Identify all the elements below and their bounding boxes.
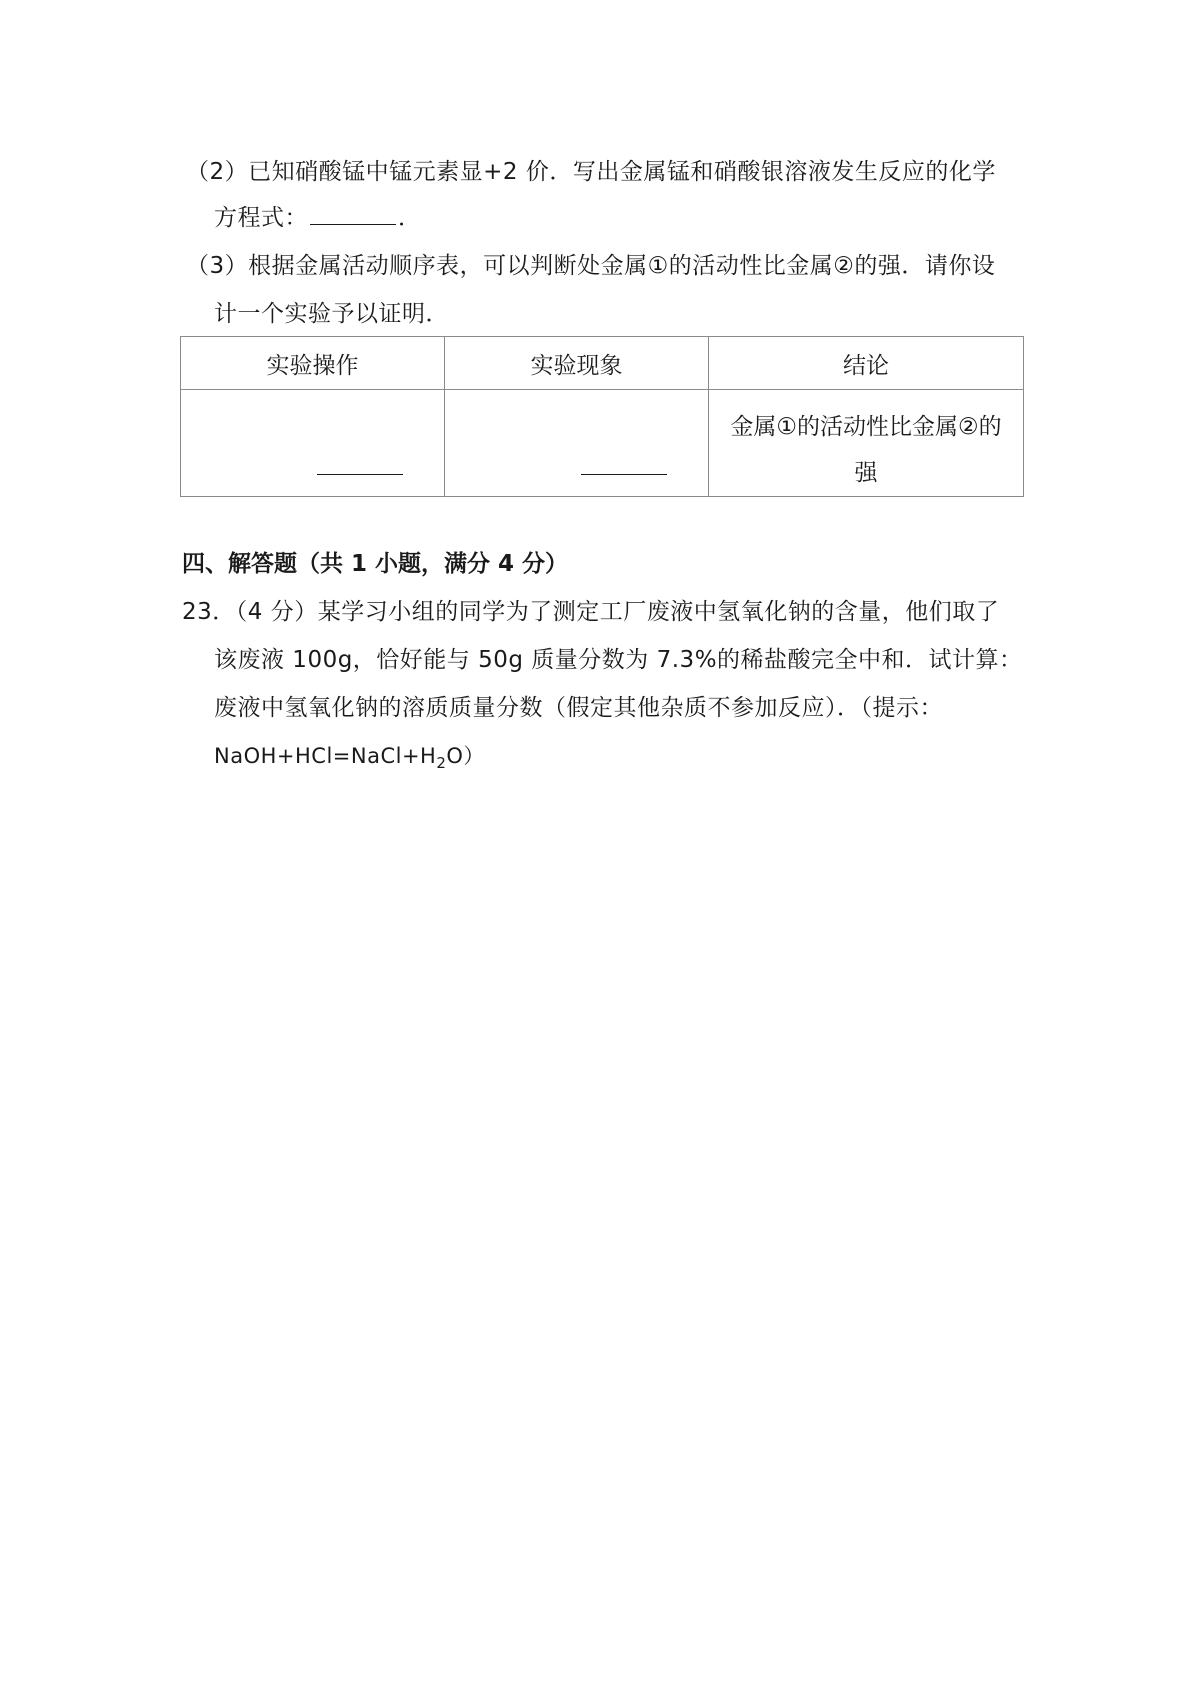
q2-answer-blank[interactable] [310,204,396,225]
cell-operation [181,390,445,497]
q2-line2-prefix: 方程式： [214,205,308,231]
formula-main: NaOH+HCl=NaCl+H [214,744,437,768]
formula-end: O） [446,744,485,768]
header-phenomenon: 实验现象 [445,337,709,390]
q3-line1: （3）根据金属活动顺序表，可以判断处金属①的活动性比金属②的强．请你设 [186,253,996,279]
section-title: 四、解答题（共 1 小题，满分 4 分） [182,551,569,577]
conclusion-line2: 强 [854,460,878,486]
q23-line2: 该废液 100g，恰好能与 50g 质量分数为 7.3%的稀盐酸完全中和．试计算： [214,647,1023,673]
header-operation: 实验操作 [181,337,445,390]
formula-subscript: 2 [436,754,447,773]
table-header-row [181,337,1024,390]
q2-line2-suffix: ． [398,205,422,231]
q23-line1: 23．（4 分）某学习小组的同学为了测定工厂废液中氢氧化钠的含量，他们取了 [182,599,1000,625]
phenomenon-answer-blank[interactable] [581,454,667,475]
header-conclusion: 结论 [709,337,1024,390]
conclusion-line1: 金属①的活动性比金属②的 [730,414,1002,440]
q2-line1: （2）已知硝酸锰中锰元素显+2 价．写出金属锰和硝酸银溶液发生反应的化学 [186,159,996,185]
q2-line2 [214,202,422,234]
table-row [181,390,1024,497]
q23-formula [214,740,485,779]
operation-answer-blank[interactable] [317,454,403,475]
q23-line3: 废液中氢氧化钠的溶质质量分数（假定其他杂质不参加反应）．（提示： [214,695,943,721]
cell-conclusion [709,390,1024,497]
experiment-table [180,336,1024,497]
q3-line2: 计一个实验予以证明． [214,301,449,327]
cell-phenomenon [445,390,709,497]
